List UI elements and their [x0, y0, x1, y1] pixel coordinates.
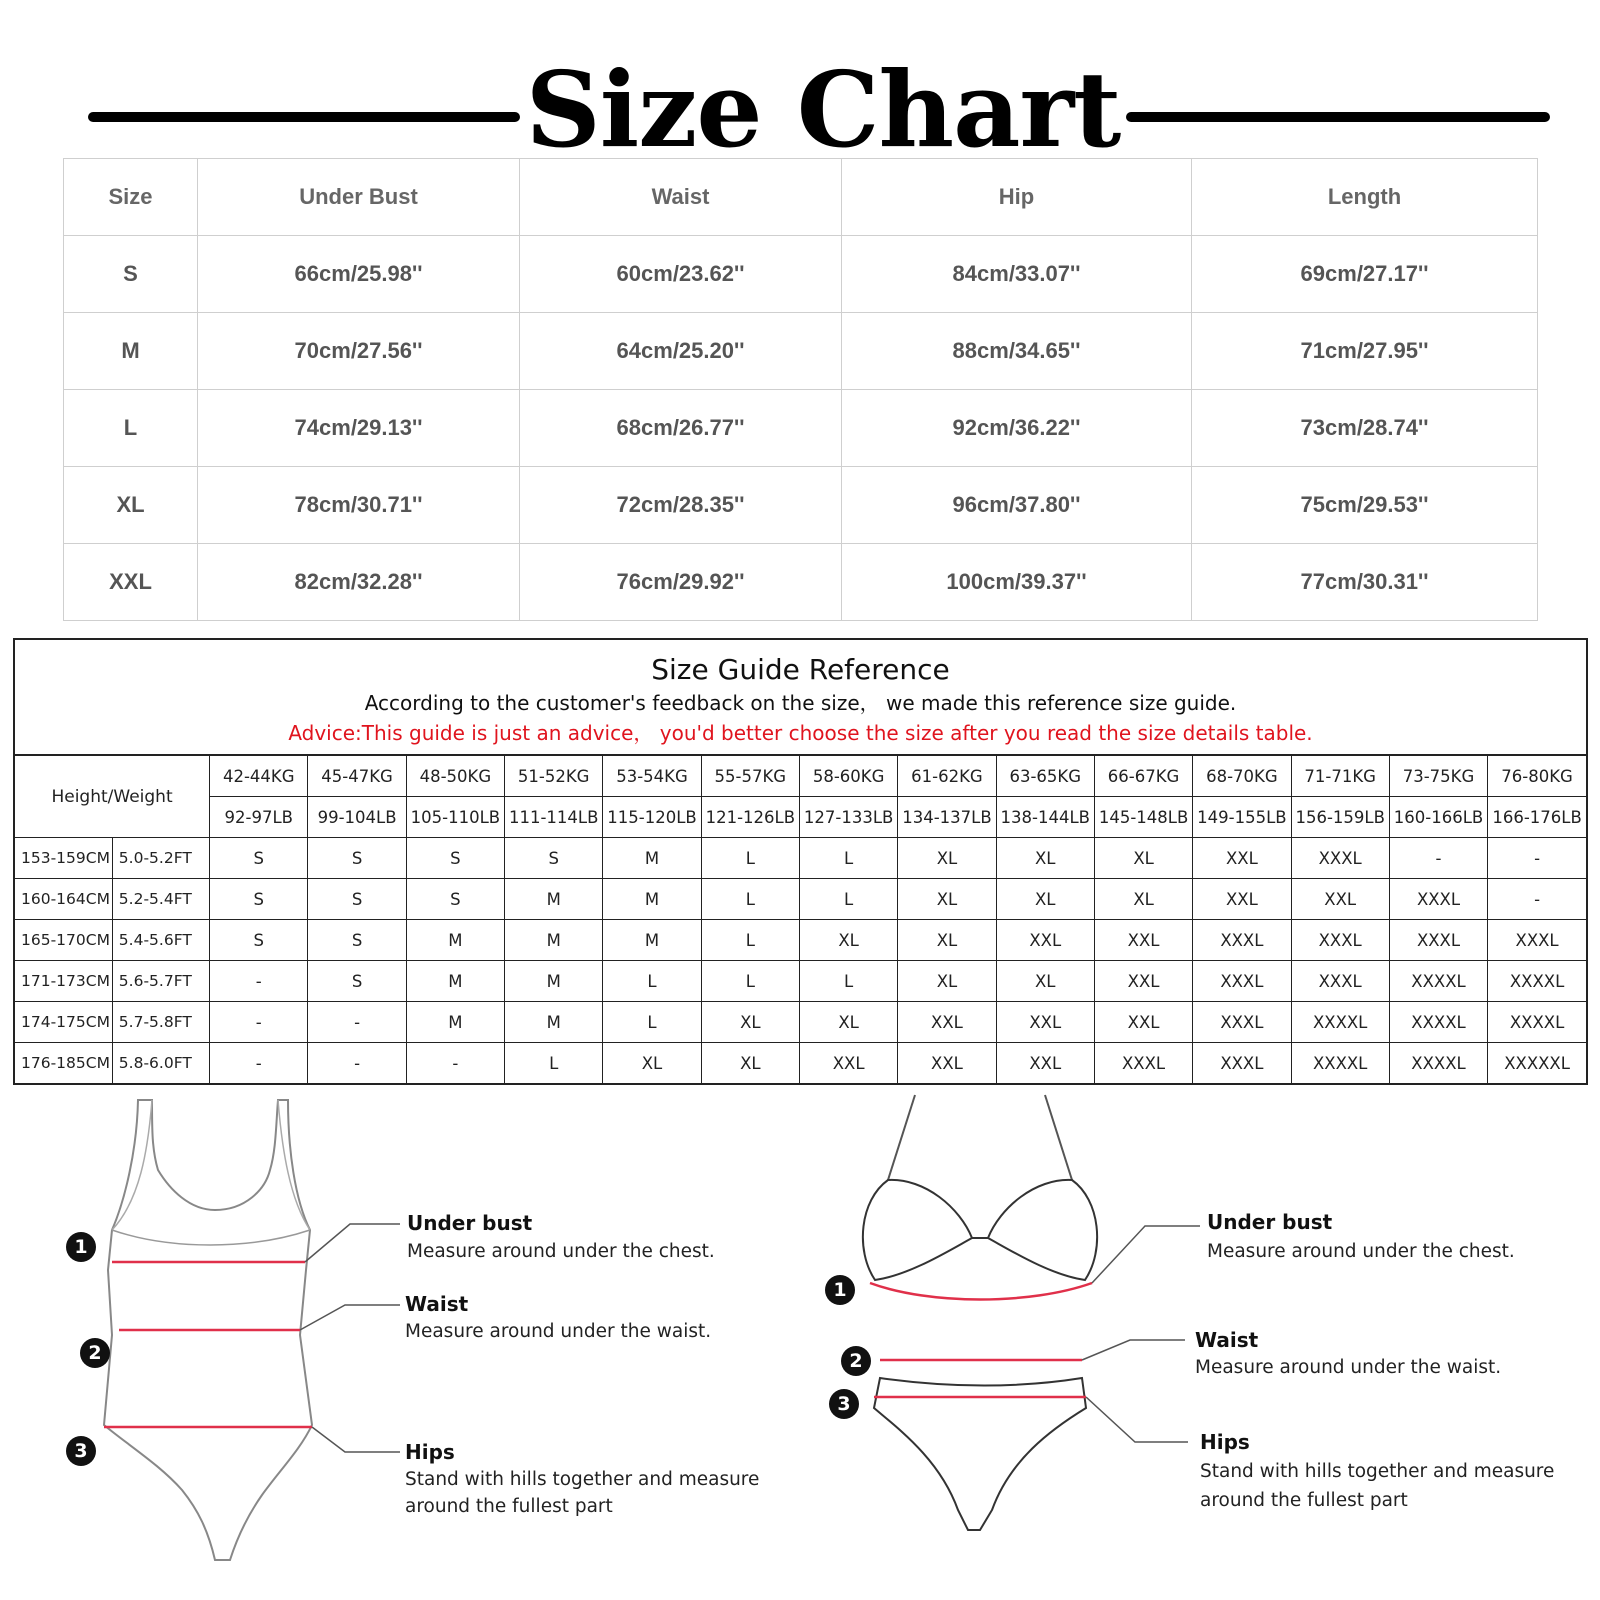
page-title: Size Chart	[525, 48, 1121, 171]
recommended-size-cell: XL	[996, 879, 1094, 920]
badge-2: 2	[80, 1338, 110, 1368]
height-cm-cell: 171-173CM	[15, 961, 112, 1002]
badge-1: 1	[66, 1232, 96, 1262]
recommended-size-cell: L	[701, 838, 799, 879]
recommended-size-cell: XL	[898, 961, 996, 1002]
measurement-cell: 70cm/27.56''	[198, 313, 520, 390]
recommended-size-cell: XXL	[1193, 879, 1291, 920]
under-bust-desc: Measure around under the chest.	[407, 1241, 715, 1262]
measurement-cell: 71cm/27.95''	[1192, 313, 1538, 390]
weight-kg-cell: 73-75KG	[1389, 756, 1487, 797]
measurement-cell: 72cm/28.35''	[520, 467, 842, 544]
title-rule-left	[88, 112, 520, 122]
table-row	[15, 961, 1586, 1002]
table-row	[15, 838, 1586, 879]
under-bust-desc: Measure around under the chest.	[1207, 1241, 1515, 1262]
recommended-size-cell: XXXL	[1291, 920, 1389, 961]
table-row	[15, 920, 1586, 961]
guide-header	[15, 640, 1586, 756]
weight-lb-cell: 105-110LB	[406, 797, 504, 838]
size-table-header-cell: Waist	[520, 159, 842, 236]
measurement-cell: 60cm/23.62''	[520, 236, 842, 313]
recommended-size-cell: M	[406, 1002, 504, 1043]
weight-lb-cell: 92-97LB	[210, 797, 308, 838]
measurement-cell: 76cm/29.92''	[520, 544, 842, 621]
recommended-size-cell: L	[505, 1043, 603, 1084]
height-cm-cell: 176-185CM	[15, 1043, 112, 1084]
weight-kg-cell: 66-67KG	[1094, 756, 1192, 797]
size-table-header-cell: Size	[64, 159, 198, 236]
measurement-cell: 88cm/34.65''	[842, 313, 1192, 390]
weight-lb-cell: 145-148LB	[1094, 797, 1192, 838]
recommended-size-cell: L	[701, 879, 799, 920]
recommended-size-cell: -	[308, 1043, 406, 1084]
height-cm-cell: 153-159CM	[15, 838, 112, 879]
recommended-size-cell: XL	[996, 838, 1094, 879]
recommended-size-cell: M	[505, 1002, 603, 1043]
recommended-size-cell: XXXXL	[1389, 1043, 1487, 1084]
size-label-cell: L	[64, 390, 198, 467]
waist-desc: Measure around under the waist.	[1195, 1357, 1502, 1378]
recommended-size-cell: M	[406, 961, 504, 1002]
weight-lb-cell: 156-159LB	[1291, 797, 1389, 838]
height-ft-cell: 5.0-5.2FT	[112, 838, 209, 879]
measurement-cell: 78cm/30.71''	[198, 467, 520, 544]
size-table-header-cell: Hip	[842, 159, 1192, 236]
hips-desc-line2: around the fullest part	[405, 1496, 613, 1517]
table-row	[64, 236, 1538, 313]
recommended-size-cell: XXXL	[1193, 1002, 1291, 1043]
recommended-size-cell: XXXL	[1389, 879, 1487, 920]
weight-lb-cell: 115-120LB	[603, 797, 701, 838]
guide-kg-row	[15, 756, 1586, 797]
recommended-size-cell: M	[505, 961, 603, 1002]
recommended-size-cell: XXXXL	[1291, 1043, 1389, 1084]
weight-lb-cell: 127-133LB	[799, 797, 897, 838]
recommended-size-cell: XL	[603, 1043, 701, 1084]
size-table-header-cell: Length	[1192, 159, 1538, 236]
recommended-size-cell: XXXXL	[1488, 961, 1586, 1002]
recommended-size-cell: L	[603, 961, 701, 1002]
recommended-size-cell: M	[406, 920, 504, 961]
recommended-size-cell: -	[1389, 838, 1487, 879]
recommended-size-cell: M	[505, 879, 603, 920]
recommended-size-cell: XXXL	[1488, 920, 1586, 961]
table-row	[64, 467, 1538, 544]
measurement-cell: 68cm/26.77''	[520, 390, 842, 467]
table-row	[15, 1002, 1586, 1043]
table-row	[15, 1043, 1586, 1084]
recommended-size-cell: XL	[1094, 879, 1192, 920]
size-table-header-row	[64, 159, 1538, 236]
recommended-size-cell: S	[308, 961, 406, 1002]
weight-kg-cell: 71-71KG	[1291, 756, 1389, 797]
recommended-size-cell: -	[1488, 838, 1586, 879]
recommended-size-cell: L	[799, 838, 897, 879]
weight-lb-cell: 121-126LB	[701, 797, 799, 838]
table-row	[64, 390, 1538, 467]
recommended-size-cell: XXXL	[1094, 1043, 1192, 1084]
guide-subtitle: According to the customer's feedback on the size， we made this reference size guide.	[364, 691, 1237, 715]
size-label-cell: XXL	[64, 544, 198, 621]
weight-kg-cell: 76-80KG	[1488, 756, 1586, 797]
guide-table	[15, 756, 1586, 1083]
weight-kg-cell: 61-62KG	[898, 756, 996, 797]
height-ft-cell: 5.8-6.0FT	[112, 1043, 209, 1084]
recommended-size-cell: XXL	[898, 1002, 996, 1043]
size-table-header-cell: Under Bust	[198, 159, 520, 236]
recommended-size-cell: XXL	[1094, 961, 1192, 1002]
measurement-cell: 74cm/29.13''	[198, 390, 520, 467]
weight-kg-cell: 58-60KG	[799, 756, 897, 797]
recommended-size-cell: XXXXL	[1291, 1002, 1389, 1043]
measurement-cell: 82cm/32.28''	[198, 544, 520, 621]
one-piece-diagram	[0, 1090, 800, 1600]
recommended-size-cell: M	[603, 879, 701, 920]
size-label-cell: XL	[64, 467, 198, 544]
waist-label: Waist	[405, 1292, 469, 1316]
height-ft-cell: 5.2-5.4FT	[112, 879, 209, 920]
measurement-cell: 84cm/33.07''	[842, 236, 1192, 313]
recommended-size-cell: XL	[898, 920, 996, 961]
recommended-size-cell: -	[308, 1002, 406, 1043]
badge-1: 1	[825, 1275, 855, 1305]
size-table	[63, 158, 1538, 621]
hips-desc-line1: Stand with hills together and measure	[1200, 1461, 1555, 1482]
recommended-size-cell: -	[1488, 879, 1586, 920]
size-label-cell: M	[64, 313, 198, 390]
under-bust-label: Under bust	[407, 1211, 533, 1235]
recommended-size-cell: S	[210, 920, 308, 961]
weight-kg-cell: 68-70KG	[1193, 756, 1291, 797]
badge-3: 3	[829, 1389, 859, 1419]
weight-kg-cell: 63-65KG	[996, 756, 1094, 797]
guide-advice: Advice:This guide is just an advice， you'd better choose the size after you read the size details table.	[288, 721, 1313, 745]
recommended-size-cell: XXL	[996, 1043, 1094, 1084]
waist-desc: Measure around under the waist.	[405, 1321, 712, 1342]
height-cm-cell: 160-164CM	[15, 879, 112, 920]
measurement-cell: 96cm/37.80''	[842, 467, 1192, 544]
recommended-size-cell: XXL	[799, 1043, 897, 1084]
height-ft-cell: 5.4-5.6FT	[112, 920, 209, 961]
recommended-size-cell: L	[603, 1002, 701, 1043]
height-weight-corner: Height/Weight	[15, 756, 210, 838]
recommended-size-cell: -	[210, 1043, 308, 1084]
recommended-size-cell: L	[701, 920, 799, 961]
recommended-size-cell: S	[210, 879, 308, 920]
weight-lb-cell: 149-155LB	[1193, 797, 1291, 838]
recommended-size-cell: XXL	[996, 920, 1094, 961]
table-row	[64, 544, 1538, 621]
recommended-size-cell: XXL	[898, 1043, 996, 1084]
table-row	[15, 879, 1586, 920]
bikini-diagram	[800, 1090, 1600, 1600]
hips-desc-line2: around the fullest part	[1200, 1490, 1408, 1511]
measurement-cell: 69cm/27.17''	[1192, 236, 1538, 313]
weight-kg-cell: 55-57KG	[701, 756, 799, 797]
table-row	[64, 313, 1538, 390]
height-cm-cell: 174-175CM	[15, 1002, 112, 1043]
recommended-size-cell: -	[210, 1002, 308, 1043]
recommended-size-cell: XXL	[1193, 838, 1291, 879]
recommended-size-cell: XXXL	[1193, 961, 1291, 1002]
hips-label: Hips	[1200, 1430, 1250, 1454]
recommended-size-cell: XXL	[1094, 1002, 1192, 1043]
measurement-cell: 64cm/25.20''	[520, 313, 842, 390]
recommended-size-cell: S	[406, 838, 504, 879]
height-ft-cell: 5.6-5.7FT	[112, 961, 209, 1002]
recommended-size-cell: L	[701, 961, 799, 1002]
recommended-size-cell: L	[799, 879, 897, 920]
recommended-size-cell: XL	[898, 838, 996, 879]
size-guide-reference	[13, 638, 1588, 1085]
recommended-size-cell: S	[308, 838, 406, 879]
recommended-size-cell: XXXL	[1389, 920, 1487, 961]
recommended-size-cell: XXXL	[1193, 1043, 1291, 1084]
recommended-size-cell: XL	[799, 920, 897, 961]
recommended-size-cell: XXXL	[1291, 838, 1389, 879]
recommended-size-cell: M	[603, 838, 701, 879]
recommended-size-cell: XL	[898, 879, 996, 920]
recommended-size-cell: XL	[701, 1002, 799, 1043]
weight-kg-cell: 53-54KG	[603, 756, 701, 797]
guide-lb-row	[15, 797, 1586, 838]
recommended-size-cell: XXXL	[1193, 920, 1291, 961]
measurement-cell: 75cm/29.53''	[1192, 467, 1538, 544]
recommended-size-cell: XL	[996, 961, 1094, 1002]
recommended-size-cell: XXL	[1291, 879, 1389, 920]
recommended-size-cell: M	[505, 920, 603, 961]
recommended-size-cell: -	[210, 961, 308, 1002]
recommended-size-cell: XXL	[1094, 920, 1192, 961]
recommended-size-cell: XXXL	[1291, 961, 1389, 1002]
recommended-size-cell: S	[406, 879, 504, 920]
weight-lb-cell: 138-144LB	[996, 797, 1094, 838]
badge-2: 2	[841, 1346, 871, 1376]
height-ft-cell: 5.7-5.8FT	[112, 1002, 209, 1043]
hips-label: Hips	[405, 1440, 455, 1464]
recommended-size-cell: S	[308, 920, 406, 961]
hips-desc-line1: Stand with hills together and measure	[405, 1469, 760, 1490]
waist-label: Waist	[1195, 1328, 1259, 1352]
recommended-size-cell: XL	[1094, 838, 1192, 879]
weight-lb-cell: 111-114LB	[505, 797, 603, 838]
size-label-cell: S	[64, 236, 198, 313]
weight-kg-cell: 45-47KG	[308, 756, 406, 797]
under-bust-label: Under bust	[1207, 1210, 1333, 1234]
height-cm-cell: 165-170CM	[15, 920, 112, 961]
measurement-cell: 77cm/30.31''	[1192, 544, 1538, 621]
recommended-size-cell: M	[603, 920, 701, 961]
measurement-cell: 100cm/39.37''	[842, 544, 1192, 621]
recommended-size-cell: XXXXL	[1389, 961, 1487, 1002]
weight-kg-cell: 42-44KG	[210, 756, 308, 797]
title-rule-right	[1126, 112, 1550, 122]
weight-lb-cell: 160-166LB	[1389, 797, 1487, 838]
recommended-size-cell: L	[799, 961, 897, 1002]
measurement-cell: 73cm/28.74''	[1192, 390, 1538, 467]
recommended-size-cell: -	[406, 1043, 504, 1084]
weight-lb-cell: 99-104LB	[308, 797, 406, 838]
recommended-size-cell: XL	[701, 1043, 799, 1084]
measurement-cell: 66cm/25.98''	[198, 236, 520, 313]
weight-lb-cell: 166-176LB	[1488, 797, 1586, 838]
recommended-size-cell: XXL	[996, 1002, 1094, 1043]
recommended-size-cell: XXXXL	[1488, 1002, 1586, 1043]
weight-kg-cell: 48-50KG	[406, 756, 504, 797]
badge-3: 3	[66, 1436, 96, 1466]
recommended-size-cell: S	[505, 838, 603, 879]
recommended-size-cell: XL	[799, 1002, 897, 1043]
measurement-cell: 92cm/36.22''	[842, 390, 1192, 467]
weight-lb-cell: 134-137LB	[898, 797, 996, 838]
recommended-size-cell: XXXXXL	[1488, 1043, 1586, 1084]
recommended-size-cell: S	[308, 879, 406, 920]
recommended-size-cell: XXXXL	[1389, 1002, 1487, 1043]
weight-kg-cell: 51-52KG	[505, 756, 603, 797]
guide-title: Size Guide Reference	[651, 653, 950, 686]
recommended-size-cell: S	[210, 838, 308, 879]
